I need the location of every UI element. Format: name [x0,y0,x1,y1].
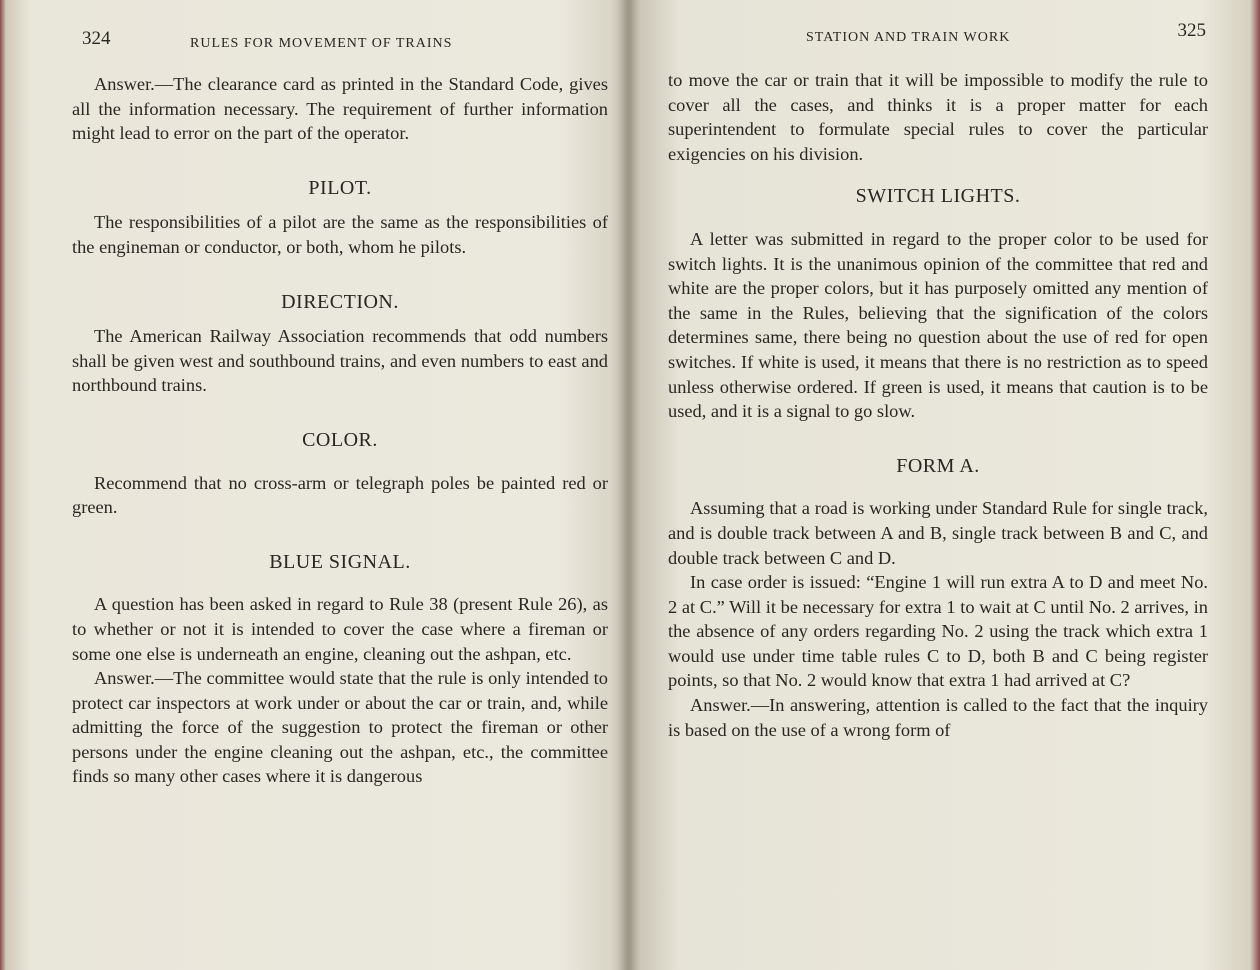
left-page [66,0,608,970]
direction-heading: DIRECTION. [281,290,399,313]
blue-signal-answer: Answer.—The committee would state that the rule is only intended to protect car inspectors at work under or about the car or train, and, while admitting the force of the suggestion to protect the fireman or other persons under the engine cleaning out the ashpan, etc., the committee finds so many other cases where it is dangerous [72,668,608,787]
pilot-paragraph: The responsibilities of a pilot are the same as the responsibilities of the engineman or conductor, or both, whom he pilots. [72,212,608,257]
form-a-paragraph-1: Assuming that a road is working under Standard Rule for single track, and is double track between A and B, single track between B and C, and double track between C and D. [668,498,1208,568]
running-head-right [668,20,1208,54]
switch-lights-heading: SWITCH LIGHTS. [855,185,1021,208]
direction-paragraph: The American Railway Association recommends that odd numbers shall be given west and southbound trains, and even numbers to east and northbound trains. [72,326,608,396]
page-number-left: 324 [82,28,111,49]
left-page-body [72,72,608,789]
blue-signal-heading: BLUE SIGNAL. [269,550,411,573]
continuation-paragraph: to move the car or train that it will be impossible to modify the rule to cover all the cases, and thinks it is a proper matter for each superintendent to formulate special rules to cover the particular exigencies on his division. [668,70,1208,164]
switch-lights-paragraph: A letter was submitted in regard to the proper color to be used for switch lights. It is the unanimous opinion of the committee that red and white are the proper colors, but it has purposely omitted any mention of the same in the Rules, believing that the signification of the colors determines same, there being no question about the use of red for open switches. If white is used, it means that there is no restriction as to speed unless otherwise ordered. If green is used, it means that caution is to be used, and it is a signal to go slow. [668,228,1208,422]
running-head-title-left: RULES FOR MOVEMENT OF TRAINS [190,36,453,51]
pilot-heading: PILOT. [308,176,372,199]
blue-signal-question: A question has been asked in regard to Rule 38 (present Rule 26), as to whether or not it is intended to cover the case where a fireman or some one else is underneath an engine, cleaning out the ashpan, etc. [72,594,608,664]
running-head-title-right: STATION AND TRAIN WORK [806,30,1011,45]
color-heading: COLOR. [302,428,378,451]
page-number-right: 325 [1177,20,1206,41]
running-head-left [66,30,608,54]
right-page-body [668,68,1208,742]
answer-paragraph: Answer.—The clearance card as printed in the Standard Code, gives all the information necessary. The requirement of further information might lead to error on the part of the operator. [72,74,608,144]
form-a-heading: FORM A. [896,454,980,477]
form-a-answer: Answer.—In answering, attention is called to the fact that the inquiry is based on the use of a wrong form of [668,695,1208,740]
right-page [668,0,1208,970]
book-gutter [618,0,640,970]
color-paragraph: Recommend that no cross-arm or telegraph poles be painted red or green. [72,472,608,518]
form-a-paragraph-2: In case order is issued: “Engine 1 will run extra A to D and meet No. 2 at C.” Will it be necessary for extra 1 to wait at C until No. 2 arrives, in the absence of any orders regarding No. 2 using the track which extra 1 would use under time table rules C to D, both B and C being register points, so that No. 2 would know that extra 1 had arrived at C? [668,572,1208,691]
